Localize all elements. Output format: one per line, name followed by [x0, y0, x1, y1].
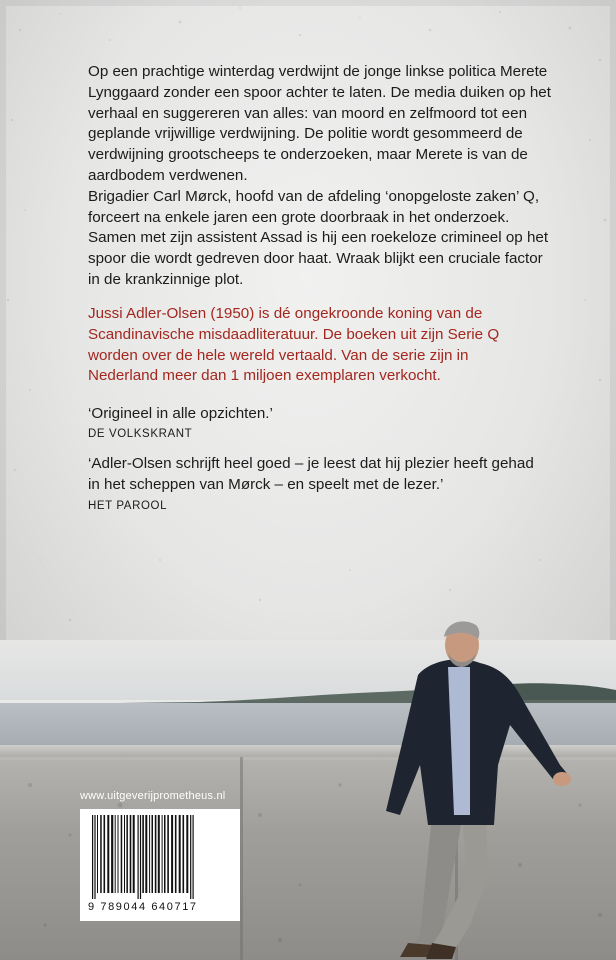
barcode-bar [97, 815, 98, 893]
review-quote [88, 454, 568, 496]
synopsis-line: spoor die wordt gedreven door haat. Wraak blijkt een cruciale factor [88, 250, 543, 268]
barcode-bar [138, 815, 139, 899]
author-bio-line: Jussi Adler-Olsen (1950) is dé ongekroonde koning van de [88, 305, 483, 322]
isbn-number: 9 789044 640717 [88, 901, 198, 913]
barcode-bar [179, 815, 181, 893]
barcode-bar [100, 815, 102, 893]
barcode-bar [158, 815, 160, 893]
barcode-bar [92, 815, 93, 899]
barcode-bar [145, 815, 147, 893]
author-bio-line: worden over de hele wereld vertaald. Van de serie zijn in [88, 346, 469, 364]
review-source: DE VOLKSKRANT [88, 428, 193, 440]
review-quote-line: in het scheppen van Mørck – en speelt met de lezer.’ [88, 475, 444, 493]
barcode-bar [121, 815, 123, 893]
wall-seam [240, 757, 243, 960]
barcode-bar [183, 815, 185, 893]
barcode-bar [149, 815, 150, 893]
barcode-bar [104, 815, 106, 893]
review-quote-line: ‘Origineel in alle opzichten.’ [88, 405, 273, 422]
barcode-bar [142, 815, 144, 893]
synopsis-line: in de krankzinnige plot. [88, 270, 244, 288]
barcode-bar [152, 815, 154, 893]
author-photo [370, 615, 590, 960]
barcode-bars [90, 815, 230, 899]
review-source: HET PAROOL [88, 500, 168, 512]
barcode-bar [175, 815, 177, 893]
synopsis-line: Samen met zijn assistent Assad is hij een roekeloze crimineel op het [88, 229, 549, 247]
barcode-bar [133, 815, 135, 893]
barcode-bar [162, 815, 163, 893]
barcode-bar [164, 815, 166, 893]
synopsis-line: aardbodem verdwenen. [88, 166, 248, 184]
synopsis-line: Brigadier Carl Mørck, hoofd van de afdeling ‘onopgeloste zaken’ Q, [88, 187, 540, 205]
barcode-bar [126, 815, 128, 893]
book-synopsis [88, 62, 558, 291]
synopsis-line: Op een prachtige winterdag verdwijnt de jonge linkse politica Merete [88, 63, 548, 80]
barcode-bar [155, 815, 157, 893]
barcode-bar [190, 815, 191, 899]
review-quote [88, 404, 568, 425]
synopsis-line: forceert na enkele jaren een grote doorbraak in het onderzoek. [88, 208, 510, 226]
author-bio-line: Nederland meer dan 1 miljoen exemplaren verkocht. [88, 367, 441, 385]
barcode-bar [118, 815, 119, 893]
review-quote-line: ‘Adler-Olsen schrijft heel goed – je leest dat hij plezier heeft gehad [88, 455, 534, 472]
barcode-bar [167, 815, 169, 893]
barcode-bar [171, 815, 173, 893]
synopsis-line: Lynggaard zonder een spoor achter te laten. De media duiken op het [88, 83, 551, 101]
author-bio-line: Scandinavische misdaadliteratuur. De boeken uit zijn Serie Q [88, 325, 500, 343]
barcode-bar [193, 815, 194, 899]
synopsis-line: verhaal en suggereren van alles: van moord en zelfmoord tot een [88, 104, 528, 122]
isbn-barcode [80, 809, 240, 921]
barcode-bar [140, 815, 141, 899]
barcode-bar [186, 815, 188, 893]
barcode-bar [115, 815, 116, 893]
barcode-bar [107, 815, 109, 893]
barcode-bar [124, 815, 125, 893]
synopsis-line: geplande vrijwillige verdwijning. De politie wordt gesommeerd de [88, 125, 523, 143]
synopsis-line: verdwijning grootscheeps te onderzoeken, maar Merete is van de [88, 146, 528, 164]
barcode-bar [94, 815, 95, 899]
author-bio [88, 304, 558, 387]
publisher-website: www.uitgeverijprometheus.nl [80, 790, 226, 802]
barcode-bar [130, 815, 132, 893]
barcode-bar [111, 815, 113, 893]
